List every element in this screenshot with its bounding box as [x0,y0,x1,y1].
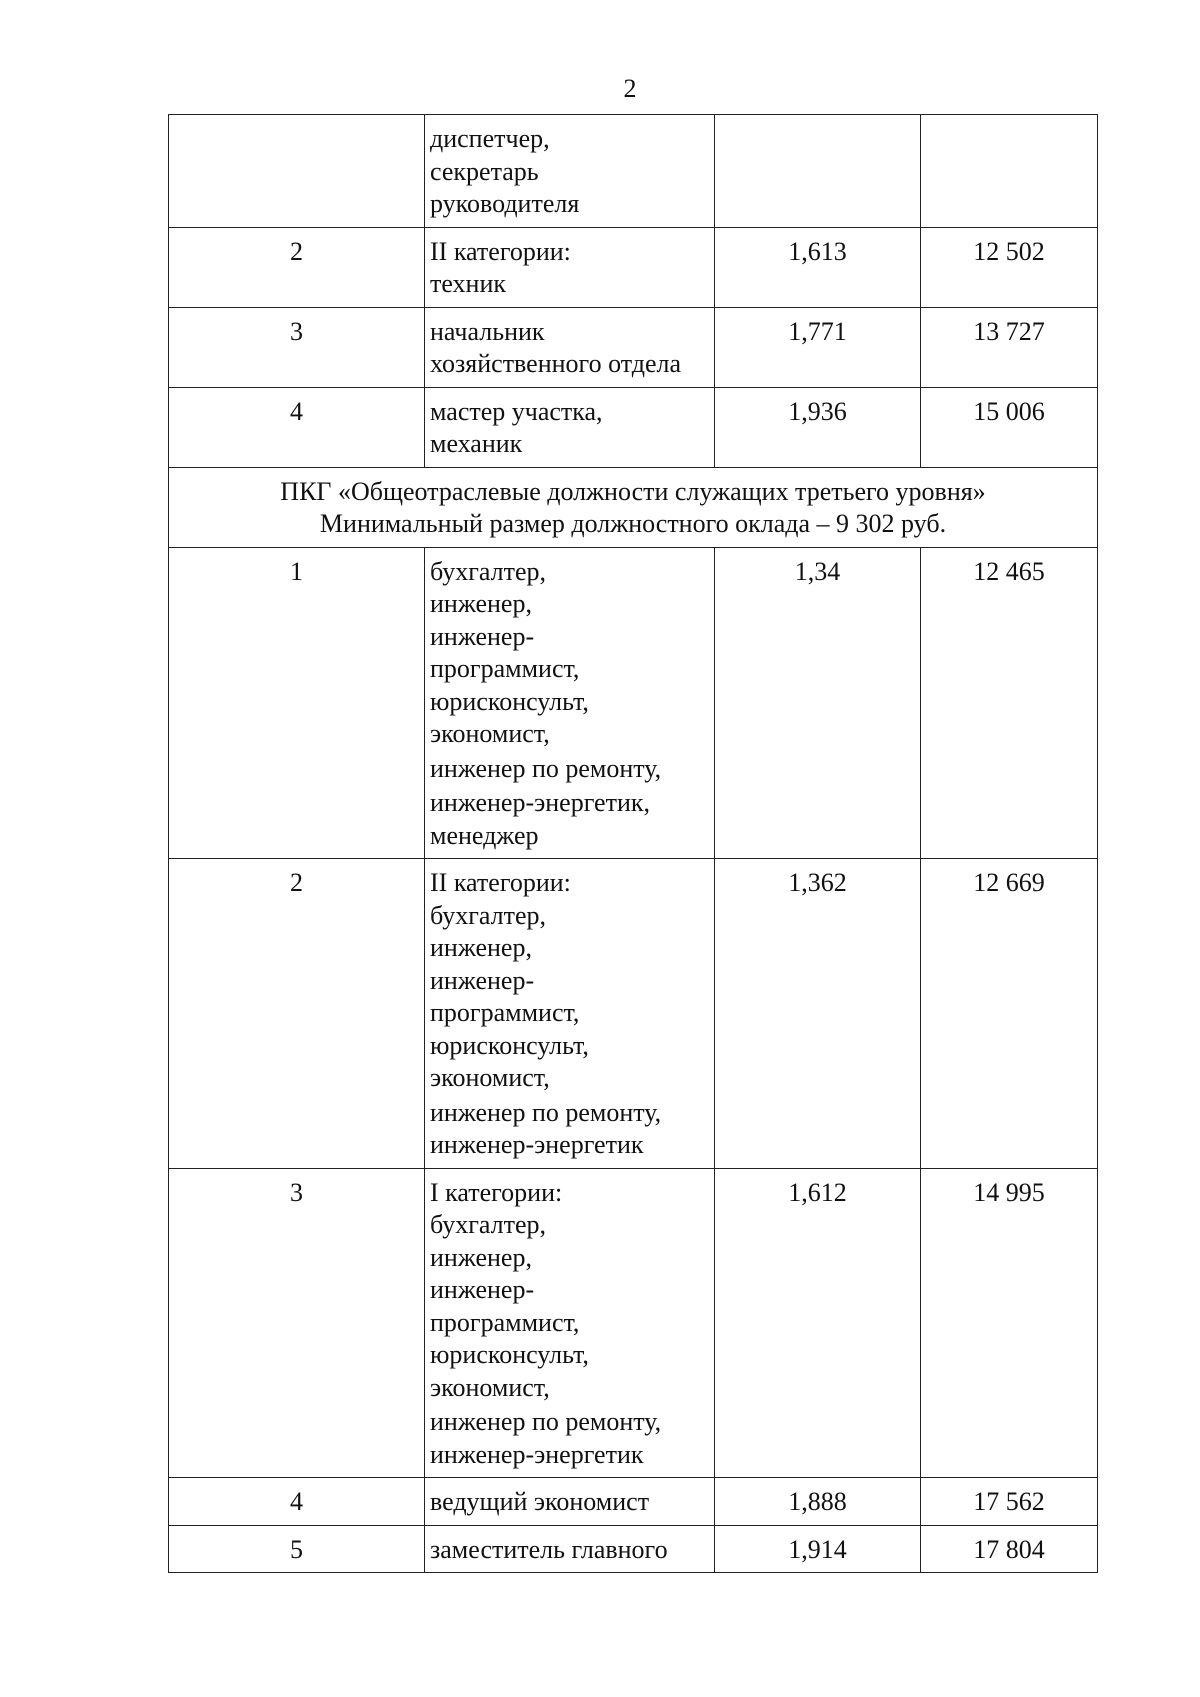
position-line: инженер-энергетик [430,1439,644,1469]
table-row [169,307,1098,387]
page-number: 2 [623,74,637,103]
position-line: механик [430,429,523,458]
position-line: инженер- [430,1275,535,1304]
salary-cell: 17 804 [921,1525,1098,1573]
position-line: руководителя [430,189,580,218]
position-line: экономист, [430,1372,550,1402]
position-line: мастер участка, [430,396,603,426]
position-cell [425,227,715,307]
qualification-level-cell: 4 [169,1478,425,1526]
position-line: заместитель главного [430,1534,668,1564]
qualification-level-cell: 2 [169,227,425,307]
position-line: экономист, [430,1063,550,1092]
salary-table [168,114,1098,1573]
position-line: инженер-энергетик, [430,788,650,817]
position-line: бухгалтер, [430,900,547,930]
position-line: хозяйственного отдела [430,349,682,378]
position-line: программист, [430,998,580,1027]
position-cell [425,859,715,1169]
position-cell [425,547,715,859]
salary-cell: 12 669 [921,859,1098,1169]
qualification-level-cell: 3 [169,307,425,387]
position-line: инженер по ремонту, [430,753,662,783]
table-row [169,115,1098,228]
coefficient-cell [715,115,921,228]
table-row [169,387,1098,467]
salary-cell: 15 006 [921,387,1098,467]
position-line: II категории: [430,868,571,897]
position-line: инженер- [430,621,535,651]
table-row [169,227,1098,307]
position-line: ведущий экономист [430,1487,650,1516]
table-row [169,859,1098,1169]
table-row [169,1478,1098,1526]
position-line: инженер, [430,589,532,618]
salary-cell: 13 727 [921,307,1098,387]
coefficient-cell: 1,914 [715,1525,921,1573]
table-row [169,1168,1098,1478]
position-line: менеджер [430,820,539,850]
qualification-level-cell: 4 [169,387,425,467]
position-line: юрисконсульт, [430,1340,589,1369]
position-cell [425,1168,715,1478]
coefficient-cell: 1,362 [715,859,921,1169]
qualification-level-cell: 1 [169,547,425,859]
position-line: секретарь [430,156,539,186]
position-line: инженер по ремонту, [430,1097,662,1127]
group-min-salary: Минимальный размер должностного оклада – 9 302 руб. [319,509,947,538]
salary-cell: 17 562 [921,1478,1098,1526]
position-line: программист, [430,654,580,683]
position-line: программист, [430,1307,580,1337]
table-row [169,547,1098,859]
position-line: инженер по ремонту, [430,1407,662,1436]
salary-cell: 12 502 [921,227,1098,307]
position-line: техник [430,269,507,298]
position-line: II категории: [430,236,571,266]
position-line: инженер, [430,1242,532,1272]
position-line: бухгалтер, [430,1210,547,1239]
table-body-upper [169,115,1098,468]
position-line: инженер- [430,965,535,995]
position-cell [425,387,715,467]
group-header-cell [169,467,1098,547]
coefficient-cell: 1,771 [715,307,921,387]
salary-cell: 14 995 [921,1168,1098,1478]
position-cell [425,1525,715,1573]
coefficient-cell: 1,888 [715,1478,921,1526]
coefficient-cell: 1,613 [715,227,921,307]
position-line: экономист, [430,719,550,748]
group-header-section [169,467,1098,547]
qualification-level-cell: 3 [169,1168,425,1478]
qualification-level-cell: 2 [169,859,425,1169]
position-line: начальник [430,316,545,346]
coefficient-cell: 1,612 [715,1168,921,1478]
group-title: ПКГ «Общеотраслевые должности служащих третьего уровня» [280,476,986,506]
position-line: юрисконсульт, [430,686,589,716]
position-line: бухгалтер, [430,556,547,586]
table-body-lower [169,547,1098,1573]
position-cell [425,1478,715,1526]
position-line: диспетчер, [430,124,550,153]
coefficient-cell: 1,936 [715,387,921,467]
table-row [169,1525,1098,1573]
position-cell [425,115,715,228]
qualification-level-cell: 5 [169,1525,425,1573]
position-line: I категории: [430,1177,563,1207]
group-header-row [169,467,1098,547]
salary-cell: 12 465 [921,547,1098,859]
position-line: юрисконсульт, [430,1030,589,1060]
qualification-level-cell [169,115,425,228]
coefficient-cell: 1,34 [715,547,921,859]
position-cell [425,307,715,387]
position-line: инженер-энергетик [430,1130,644,1159]
salary-cell [921,115,1098,228]
position-line: инженер, [430,933,532,962]
